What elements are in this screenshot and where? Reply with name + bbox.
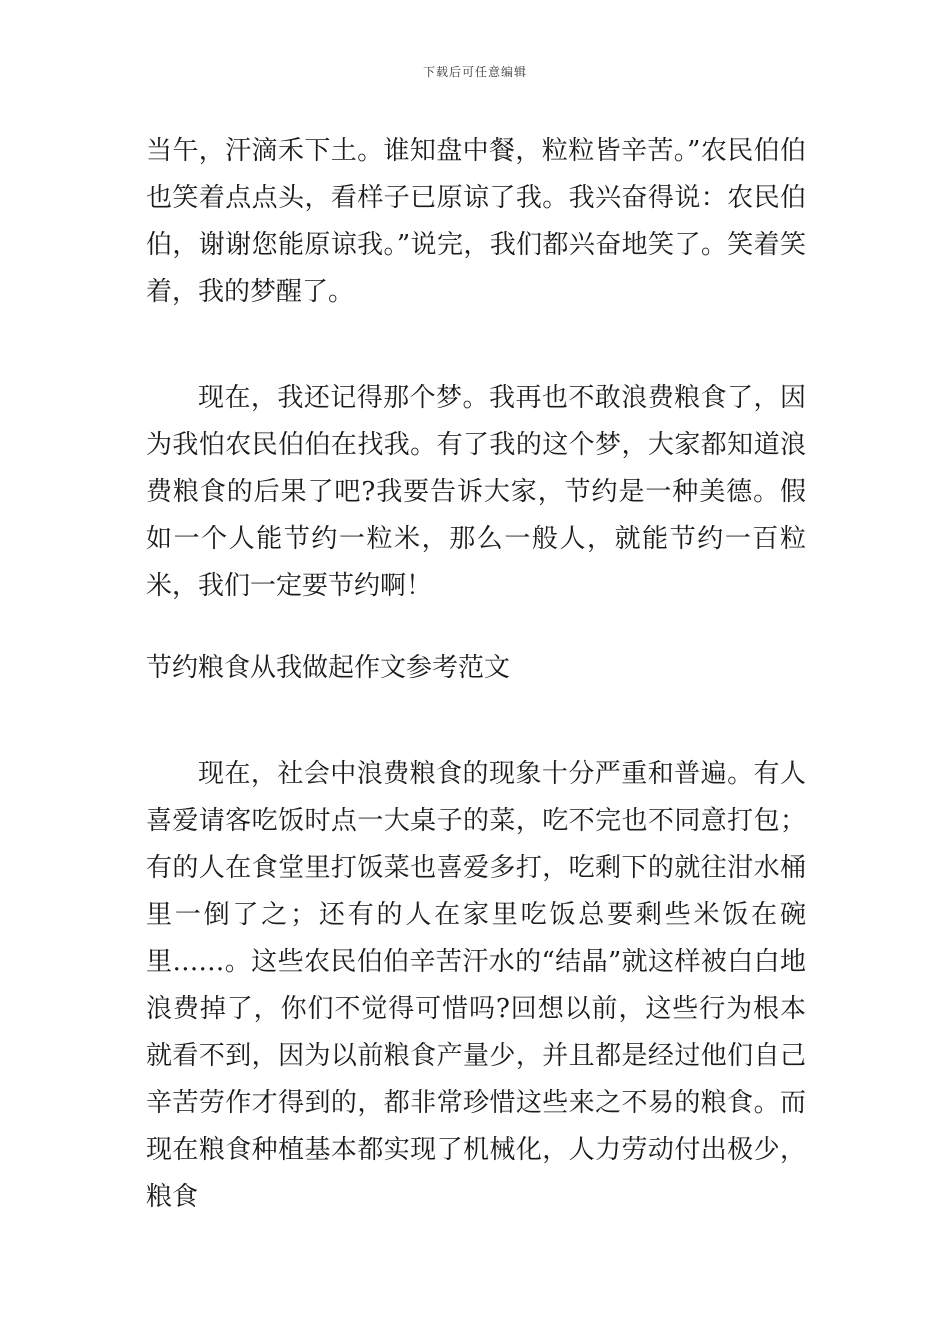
document-body: [146, 128, 806, 1221]
section-title: 节约粮食从我做起作文参考范文: [146, 653, 511, 683]
paragraph-spacer: [146, 692, 806, 751]
paragraph-3: 现在，社会中浪费粮食的现象十分严重和普遍。有人喜爱请客吃饭时点一大桌子的菜，吃不完也不同意打包；有的人在食堂里打饭菜也喜爱多打，吃剩下的就往泔水桶里一倒了之；还有的人在家里吃饭总要剩些米饭在碗里……。这些农民伯伯辛苦汗水的“结晶”就这样被白白地浪费掉了，你们不觉得可惜吗?回想以前，这些行为根本就看不到，因为以前粮食产量少，并且都是经过他们自己辛苦劳作才得到的，都非常珍惜这些来之不易的粮食。而现在粮食种植基本都实现了机械化，人力劳动付出极少，粮食: [146, 759, 806, 1212]
paragraph-spacer: [146, 316, 806, 375]
page-header: 下载后可任意编辑: [422, 65, 527, 79]
paragraph-1: 当午，汗滴禾下土。谁知盘中餐，粒粒皆辛苦。”农民伯伯也笑着点点头，看样子已原谅了我。我兴奋得说：农民伯伯，谢谢您能原谅我。”说完，我们都兴奋地笑了。笑着笑着，我的梦醒了。: [146, 136, 806, 307]
paragraph-spacer: [146, 610, 806, 645]
paragraph-2: 现在，我还记得那个梦。我再也不敢浪费粮食了，因为我怕农民伯伯在找我。有了我的这个梦，大家都知道浪费粮食的后果了吧?我要告诉大家，节约是一种美德。假如一个人能节约一粒米，那么一般人，就能节约一百粒米，我们一定要节约啊！: [146, 383, 806, 601]
